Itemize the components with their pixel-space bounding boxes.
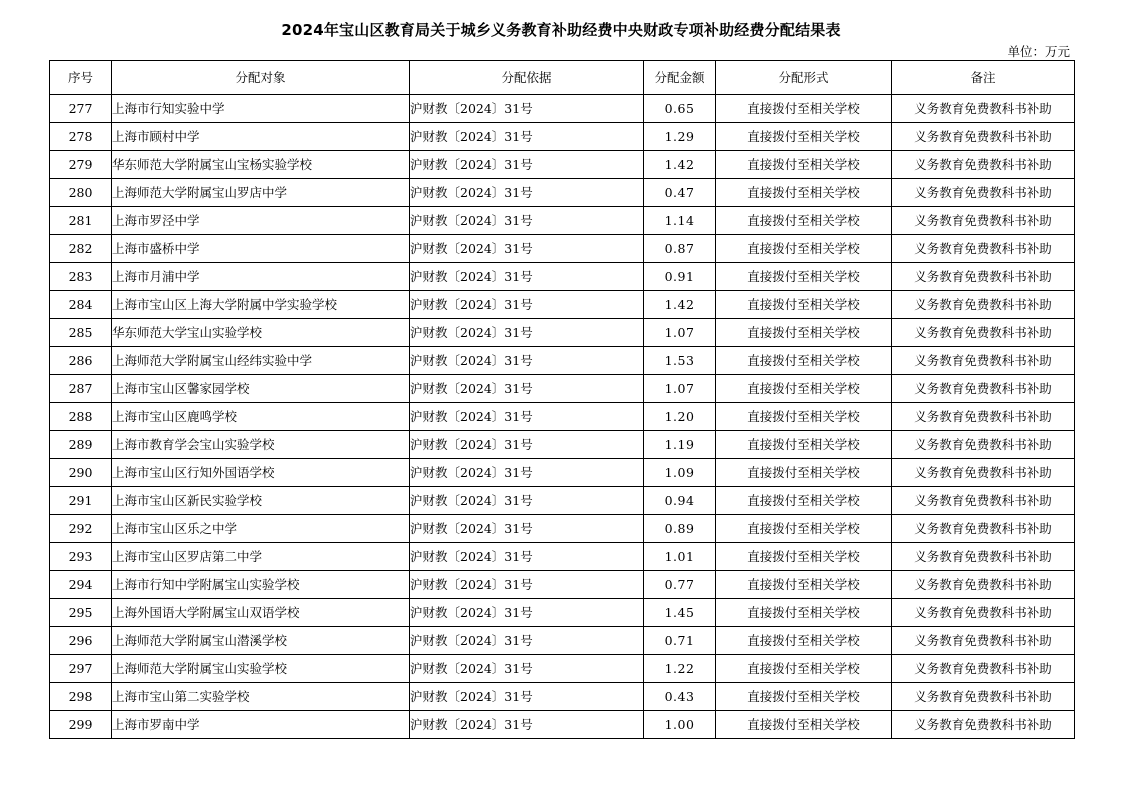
cell-seq: 295 bbox=[50, 599, 112, 627]
table-row bbox=[50, 403, 1075, 431]
cell-amount: 0.47 bbox=[644, 179, 716, 207]
cell-basis: 沪财教〔2024〕31号 bbox=[410, 235, 644, 263]
unit-label: 单位：万元 bbox=[1007, 44, 1070, 59]
cell-seq: 299 bbox=[50, 711, 112, 739]
table-row bbox=[50, 543, 1075, 571]
column-header-seq: 序号 bbox=[50, 61, 112, 95]
table-row bbox=[50, 207, 1075, 235]
cell-form: 直接拨付至相关学校 bbox=[716, 263, 892, 291]
cell-amount: 0.94 bbox=[644, 487, 716, 515]
cell-target: 上海市行知中学附属宝山实验学校 bbox=[112, 571, 410, 599]
cell-basis: 沪财教〔2024〕31号 bbox=[410, 431, 644, 459]
cell-basis: 沪财教〔2024〕31号 bbox=[410, 347, 644, 375]
cell-seq: 291 bbox=[50, 487, 112, 515]
cell-seq: 278 bbox=[50, 123, 112, 151]
table-row bbox=[50, 95, 1075, 123]
table-row bbox=[50, 571, 1075, 599]
cell-amount: 1.20 bbox=[644, 403, 716, 431]
cell-amount: 0.87 bbox=[644, 235, 716, 263]
cell-seq: 298 bbox=[50, 683, 112, 711]
cell-basis: 沪财教〔2024〕31号 bbox=[410, 151, 644, 179]
cell-amount: 1.22 bbox=[644, 655, 716, 683]
cell-seq: 283 bbox=[50, 263, 112, 291]
cell-seq: 297 bbox=[50, 655, 112, 683]
table-row bbox=[50, 151, 1075, 179]
cell-basis: 沪财教〔2024〕31号 bbox=[410, 263, 644, 291]
cell-amount: 0.91 bbox=[644, 263, 716, 291]
cell-basis: 沪财教〔2024〕31号 bbox=[410, 627, 644, 655]
cell-remark: 义务教育免费教科书补助 bbox=[892, 431, 1075, 459]
cell-amount: 0.77 bbox=[644, 571, 716, 599]
cell-target: 上海市宝山区罗店第二中学 bbox=[112, 543, 410, 571]
column-header-remark: 备注 bbox=[892, 61, 1075, 95]
cell-remark: 义务教育免费教科书补助 bbox=[892, 627, 1075, 655]
cell-seq: 294 bbox=[50, 571, 112, 599]
cell-amount: 1.45 bbox=[644, 599, 716, 627]
cell-basis: 沪财教〔2024〕31号 bbox=[410, 179, 644, 207]
cell-basis: 沪财教〔2024〕31号 bbox=[410, 459, 644, 487]
cell-form: 直接拨付至相关学校 bbox=[716, 487, 892, 515]
cell-seq: 279 bbox=[50, 151, 112, 179]
cell-target: 上海市宝山区行知外国语学校 bbox=[112, 459, 410, 487]
cell-basis: 沪财教〔2024〕31号 bbox=[410, 711, 644, 739]
cell-remark: 义务教育免费教科书补助 bbox=[892, 459, 1075, 487]
cell-basis: 沪财教〔2024〕31号 bbox=[410, 207, 644, 235]
cell-amount: 1.07 bbox=[644, 319, 716, 347]
cell-remark: 义务教育免费教科书补助 bbox=[892, 655, 1075, 683]
cell-amount: 0.71 bbox=[644, 627, 716, 655]
cell-basis: 沪财教〔2024〕31号 bbox=[410, 123, 644, 151]
document-title: 2024年宝山区教育局关于城乡义务教育补助经费中央财政专项补助经费分配结果表 bbox=[281, 21, 841, 39]
cell-seq: 288 bbox=[50, 403, 112, 431]
cell-form: 直接拨付至相关学校 bbox=[716, 431, 892, 459]
cell-seq: 282 bbox=[50, 235, 112, 263]
cell-seq: 293 bbox=[50, 543, 112, 571]
cell-basis: 沪财教〔2024〕31号 bbox=[410, 95, 644, 123]
cell-form: 直接拨付至相关学校 bbox=[716, 459, 892, 487]
cell-form: 直接拨付至相关学校 bbox=[716, 179, 892, 207]
cell-seq: 284 bbox=[50, 291, 112, 319]
cell-remark: 义务教育免费教科书补助 bbox=[892, 683, 1075, 711]
cell-form: 直接拨付至相关学校 bbox=[716, 207, 892, 235]
cell-basis: 沪财教〔2024〕31号 bbox=[410, 375, 644, 403]
cell-remark: 义务教育免费教科书补助 bbox=[892, 403, 1075, 431]
cell-seq: 280 bbox=[50, 179, 112, 207]
cell-seq: 290 bbox=[50, 459, 112, 487]
cell-target: 华东师范大学附属宝山宝杨实验学校 bbox=[112, 151, 410, 179]
cell-remark: 义务教育免费教科书补助 bbox=[892, 235, 1075, 263]
cell-target: 上海外国语大学附属宝山双语学校 bbox=[112, 599, 410, 627]
column-header-basis: 分配依据 bbox=[410, 61, 644, 95]
cell-form: 直接拨付至相关学校 bbox=[716, 599, 892, 627]
table-row bbox=[50, 263, 1075, 291]
cell-remark: 义务教育免费教科书补助 bbox=[892, 123, 1075, 151]
table-row bbox=[50, 655, 1075, 683]
cell-seq: 292 bbox=[50, 515, 112, 543]
header-row bbox=[50, 61, 1075, 95]
cell-form: 直接拨付至相关学校 bbox=[716, 291, 892, 319]
cell-form: 直接拨付至相关学校 bbox=[716, 683, 892, 711]
table-row bbox=[50, 291, 1075, 319]
cell-amount: 1.19 bbox=[644, 431, 716, 459]
cell-target: 上海师范大学附属宝山罗店中学 bbox=[112, 179, 410, 207]
cell-target: 上海市罗南中学 bbox=[112, 711, 410, 739]
cell-target: 上海市宝山区馨家园学校 bbox=[112, 375, 410, 403]
cell-target: 上海市宝山区鹿鸣学校 bbox=[112, 403, 410, 431]
cell-target: 上海师范大学附属宝山经纬实验中学 bbox=[112, 347, 410, 375]
cell-seq: 277 bbox=[50, 95, 112, 123]
cell-seq: 281 bbox=[50, 207, 112, 235]
cell-basis: 沪财教〔2024〕31号 bbox=[410, 571, 644, 599]
cell-target: 上海市教育学会宝山实验学校 bbox=[112, 431, 410, 459]
table-row bbox=[50, 627, 1075, 655]
cell-remark: 义务教育免费教科书补助 bbox=[892, 179, 1075, 207]
cell-seq: 286 bbox=[50, 347, 112, 375]
column-header-target: 分配对象 bbox=[112, 61, 410, 95]
cell-form: 直接拨付至相关学校 bbox=[716, 123, 892, 151]
cell-form: 直接拨付至相关学校 bbox=[716, 627, 892, 655]
column-header-amount: 分配金额 bbox=[644, 61, 716, 95]
cell-amount: 1.29 bbox=[644, 123, 716, 151]
allocation-table bbox=[49, 60, 1075, 739]
cell-basis: 沪财教〔2024〕31号 bbox=[410, 655, 644, 683]
cell-basis: 沪财教〔2024〕31号 bbox=[410, 319, 644, 347]
table-body bbox=[50, 95, 1075, 739]
cell-target: 上海市宝山区上海大学附属中学实验学校 bbox=[112, 291, 410, 319]
cell-remark: 义务教育免费教科书补助 bbox=[892, 543, 1075, 571]
cell-remark: 义务教育免费教科书补助 bbox=[892, 375, 1075, 403]
cell-basis: 沪财教〔2024〕31号 bbox=[410, 515, 644, 543]
cell-form: 直接拨付至相关学校 bbox=[716, 347, 892, 375]
cell-amount: 1.42 bbox=[644, 291, 716, 319]
cell-remark: 义务教育免费教科书补助 bbox=[892, 95, 1075, 123]
table-row bbox=[50, 599, 1075, 627]
table-row bbox=[50, 235, 1075, 263]
cell-form: 直接拨付至相关学校 bbox=[716, 151, 892, 179]
table-row bbox=[50, 711, 1075, 739]
cell-remark: 义务教育免费教科书补助 bbox=[892, 571, 1075, 599]
cell-target: 上海市顾村中学 bbox=[112, 123, 410, 151]
table-row bbox=[50, 683, 1075, 711]
cell-remark: 义务教育免费教科书补助 bbox=[892, 207, 1075, 235]
cell-amount: 1.09 bbox=[644, 459, 716, 487]
cell-form: 直接拨付至相关学校 bbox=[716, 375, 892, 403]
cell-basis: 沪财教〔2024〕31号 bbox=[410, 291, 644, 319]
cell-target: 上海师范大学附属宝山实验学校 bbox=[112, 655, 410, 683]
cell-remark: 义务教育免费教科书补助 bbox=[892, 151, 1075, 179]
table-row bbox=[50, 487, 1075, 515]
cell-target: 上海市罗泾中学 bbox=[112, 207, 410, 235]
cell-remark: 义务教育免费教科书补助 bbox=[892, 711, 1075, 739]
cell-amount: 1.07 bbox=[644, 375, 716, 403]
table-header bbox=[50, 61, 1075, 95]
cell-seq: 296 bbox=[50, 627, 112, 655]
table-row bbox=[50, 179, 1075, 207]
cell-amount: 0.89 bbox=[644, 515, 716, 543]
table-row bbox=[50, 375, 1075, 403]
cell-amount: 1.00 bbox=[644, 711, 716, 739]
cell-seq: 285 bbox=[50, 319, 112, 347]
cell-amount: 1.01 bbox=[644, 543, 716, 571]
cell-remark: 义务教育免费教科书补助 bbox=[892, 599, 1075, 627]
column-header-form: 分配形式 bbox=[716, 61, 892, 95]
table-row bbox=[50, 123, 1075, 151]
cell-form: 直接拨付至相关学校 bbox=[716, 515, 892, 543]
cell-remark: 义务教育免费教科书补助 bbox=[892, 319, 1075, 347]
cell-form: 直接拨付至相关学校 bbox=[716, 319, 892, 347]
cell-amount: 1.14 bbox=[644, 207, 716, 235]
cell-form: 直接拨付至相关学校 bbox=[716, 543, 892, 571]
cell-target: 上海市宝山第二实验学校 bbox=[112, 683, 410, 711]
cell-amount: 0.43 bbox=[644, 683, 716, 711]
cell-basis: 沪财教〔2024〕31号 bbox=[410, 487, 644, 515]
cell-form: 直接拨付至相关学校 bbox=[716, 711, 892, 739]
cell-target: 上海市宝山区乐之中学 bbox=[112, 515, 410, 543]
table-row bbox=[50, 459, 1075, 487]
cell-form: 直接拨付至相关学校 bbox=[716, 403, 892, 431]
cell-form: 直接拨付至相关学校 bbox=[716, 95, 892, 123]
cell-amount: 1.42 bbox=[644, 151, 716, 179]
cell-remark: 义务教育免费教科书补助 bbox=[892, 347, 1075, 375]
cell-target: 上海市盛桥中学 bbox=[112, 235, 410, 263]
cell-form: 直接拨付至相关学校 bbox=[716, 235, 892, 263]
table-row bbox=[50, 515, 1075, 543]
cell-basis: 沪财教〔2024〕31号 bbox=[410, 599, 644, 627]
cell-remark: 义务教育免费教科书补助 bbox=[892, 515, 1075, 543]
cell-target: 上海市宝山区新民实验学校 bbox=[112, 487, 410, 515]
cell-basis: 沪财教〔2024〕31号 bbox=[410, 403, 644, 431]
cell-target: 上海市月浦中学 bbox=[112, 263, 410, 291]
cell-target: 上海市行知实验中学 bbox=[112, 95, 410, 123]
table-row bbox=[50, 319, 1075, 347]
cell-basis: 沪财教〔2024〕31号 bbox=[410, 543, 644, 571]
cell-remark: 义务教育免费教科书补助 bbox=[892, 263, 1075, 291]
table-row bbox=[50, 347, 1075, 375]
cell-target: 华东师范大学宝山实验学校 bbox=[112, 319, 410, 347]
cell-form: 直接拨付至相关学校 bbox=[716, 571, 892, 599]
cell-remark: 义务教育免费教科书补助 bbox=[892, 487, 1075, 515]
cell-seq: 289 bbox=[50, 431, 112, 459]
table-row bbox=[50, 431, 1075, 459]
cell-target: 上海师范大学附属宝山潜溪学校 bbox=[112, 627, 410, 655]
cell-amount: 0.65 bbox=[644, 95, 716, 123]
cell-form: 直接拨付至相关学校 bbox=[716, 655, 892, 683]
cell-amount: 1.53 bbox=[644, 347, 716, 375]
cell-seq: 287 bbox=[50, 375, 112, 403]
cell-basis: 沪财教〔2024〕31号 bbox=[410, 683, 644, 711]
cell-remark: 义务教育免费教科书补助 bbox=[892, 291, 1075, 319]
